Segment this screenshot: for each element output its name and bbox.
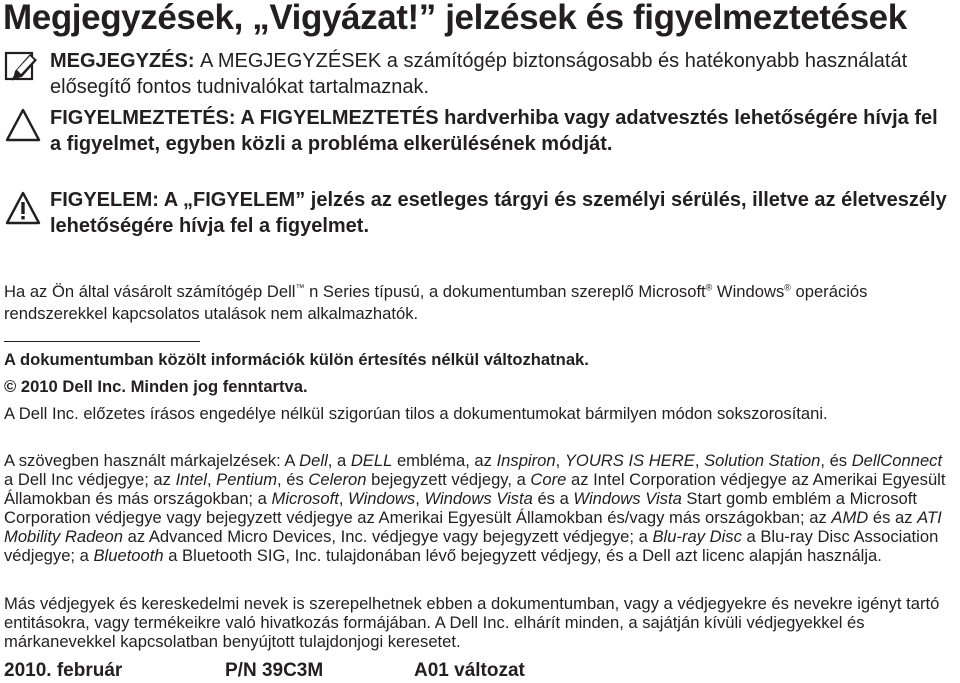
trademarks-paragraph <box>4 451 954 565</box>
warning-text: A „FIGYELEM” jelzés az esetleges tárgyi és személyi sérülés, illetve az életveszély lehetőségére hívja fel a figyelmet. <box>50 189 947 237</box>
text-segment: Solution Station <box>704 451 821 470</box>
text-segment: , és <box>820 451 852 470</box>
text-segment: , <box>415 489 425 508</box>
text-segment: , <box>338 489 349 508</box>
footer-part-number: P/N 39C3M <box>225 660 324 681</box>
series-notice-windows: Windows <box>712 282 785 301</box>
warning-exclamation-icon <box>5 191 41 225</box>
other-marks-paragraph: Más védjegyek és kereskedelmi nevek is szerepelhetnek ebben a dokumentumban, vagy a védjegyekre és nevekre igényt tartó entitásokra, vagy termékeikre való hivatkozás formájában. A Dell Inc. elhárít minden, a sajátján kívüli védjegyekkel és márkanevekkel kapcsolatban benyújtott tulajdonjogi keresetet. <box>4 594 940 651</box>
text-segment: Celeron <box>308 470 367 489</box>
text-segment: a Dell Inc védjegye; az <box>4 470 176 489</box>
warning-notice <box>0 187 960 239</box>
reproduction-notice: A Dell Inc. előzetes írásos engedélye nélkül szigorúan tilos a dokumentumokat bármilyen módon sokszorosítani. <box>4 404 828 423</box>
page-title: Megjegyzések, „Vigyázat!” jelzések és figyelmeztetések <box>3 0 907 37</box>
text-segment: , a <box>327 451 351 470</box>
caution-label: FIGYELMEZTETÉS: <box>50 107 236 129</box>
text-segment: Bluetooth <box>93 546 164 565</box>
change-notice: A dokumentumban közölt információk külön értesítés nélkül változhatnak. <box>4 350 589 369</box>
caution-notice <box>0 105 960 183</box>
caution-triangle-icon <box>5 108 41 142</box>
registered-symbol-2: ® <box>784 282 791 293</box>
text-segment: A szövegben használt márkajelzések: A <box>4 451 300 470</box>
note-notice <box>0 48 960 100</box>
text-segment: , <box>555 451 565 470</box>
divider-rule <box>4 341 200 342</box>
text-segment: és a <box>532 489 574 508</box>
text-segment: Windows Vista <box>573 489 682 508</box>
text-segment: az Advanced Micro Devices, Inc. védjegye vagy bejegyzett védjegye; a <box>122 527 653 546</box>
text-segment: Dell <box>299 451 328 470</box>
text-segment: Blu-ray Disc <box>652 527 742 546</box>
text-segment: Windows Vista <box>424 489 533 508</box>
text-segment: Microsoft <box>271 489 339 508</box>
note-label: MEGJEGYZÉS: <box>50 50 195 72</box>
footer-date: 2010. február <box>4 660 123 681</box>
text-segment: Windows <box>348 489 416 508</box>
text-segment: az Intel Corporation védjegye az Amerikai Egyesült Államokban és más országokban; a <box>4 470 946 508</box>
series-notice <box>4 281 954 325</box>
series-notice-part1: Ha az Ön által vásárolt számítógép Dell <box>4 282 296 301</box>
caution-text: A FIGYELMEZTETÉS hardverhiba vagy adatvesztés lehetőségére hívja fel a figyelmet, egyben közli a probléma elkerülésének módját. <box>50 107 938 155</box>
text-segment: a Bluetooth SIG, Inc. tulajdonában lévő bejegyzett védjegy, és a Dell azt licenc alapján használja. <box>163 546 882 565</box>
text-segment: , <box>206 470 217 489</box>
warning-label: FIGYELEM: <box>50 189 159 211</box>
text-segment: , <box>694 451 705 470</box>
text-segment: , és <box>277 470 309 489</box>
text-segment: DELL <box>350 451 393 470</box>
text-segment: Inspiron <box>496 451 556 470</box>
trademark-symbol: ™ <box>295 282 305 293</box>
text-segment: DellConnect <box>851 451 943 470</box>
text-segment: YOURS IS HERE <box>564 451 695 470</box>
text-segment: ATI Mobility Radeon <box>4 508 942 546</box>
text-segment: bejegyzett védjegy, a <box>366 470 531 489</box>
text-segment: és az <box>868 508 918 527</box>
text-segment: Start gomb emblém a Microsoft Corporation védjegye vagy bejegyzett védjegye az Amerikai Egyesült Államokban és/vagy más országokban; az <box>4 489 917 527</box>
registered-symbol: ® <box>705 282 713 293</box>
note-text: A MEGJEGYZÉSEK a számítógép biztonságosabb és hatékonyabb használatát elősegítő fontos tudnivalókat tartalmaznak. <box>50 50 908 98</box>
note-pencil-icon <box>3 49 39 83</box>
text-segment: AMD <box>831 508 869 527</box>
footer-revision: A01 változat <box>414 660 525 681</box>
copyright: © 2010 Dell Inc. Minden jog fenntartva. <box>4 377 308 396</box>
text-segment: Intel <box>175 470 207 489</box>
series-notice-part2: n Series típusú, a dokumentumban szereplő Microsoft <box>304 282 706 301</box>
text-segment: Core <box>530 470 567 489</box>
series-notice-part3: operációs rendszerekkel kapcsolatos utalások nem alkalmazhatók. <box>4 282 868 323</box>
text-segment: embléma, az <box>392 451 497 470</box>
text-segment: a Blu-ray Disc Association védjegye; a <box>4 527 939 565</box>
text-segment: Pentium <box>216 470 278 489</box>
